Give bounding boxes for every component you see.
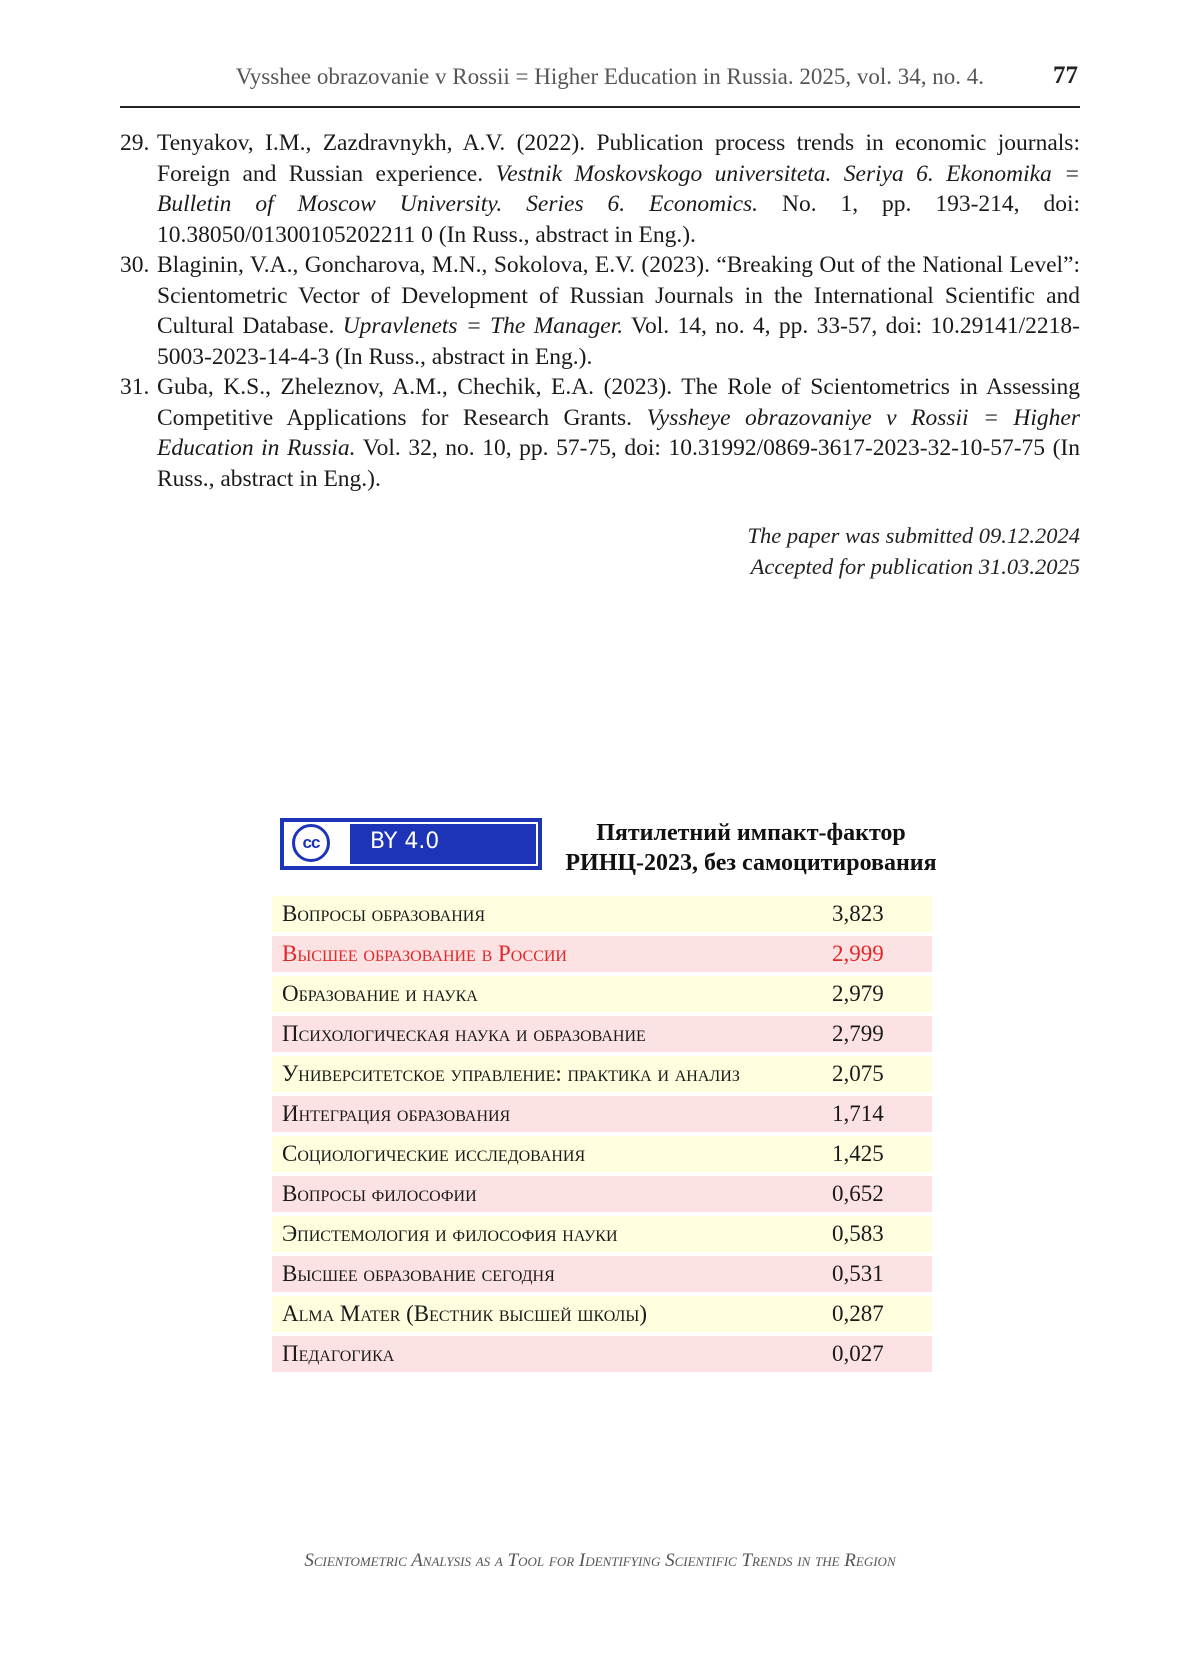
impact-value: 2,999 — [832, 941, 884, 966]
creative-commons-icon: cc — [292, 824, 330, 862]
journal-name: Вопросы философии — [282, 1181, 477, 1206]
table-row — [272, 1016, 932, 1052]
journal-name: Интеграция образования — [282, 1101, 511, 1126]
accepted-date: Accepted for publication 31.03.2025 — [750, 554, 1080, 579]
reference-number: 29. — [120, 130, 150, 156]
reference-item — [120, 250, 1080, 372]
reference-source: Vestnik Moskovskogo universiteta. Seriya 6. Ekonomika = Bulletin of Moscow University. Series 6. Economics. — [157, 160, 1081, 217]
submission-dates — [747, 520, 1080, 582]
running-header — [120, 56, 1080, 108]
impact-value: 3,823 — [832, 901, 884, 926]
page-number: 77 — [1053, 62, 1078, 89]
journal-name: Высшее образование сегодня — [282, 1261, 555, 1286]
reference-source: Vysshеye obrazovaniye v Rossii = Higher Education in Russia. — [157, 404, 1081, 461]
reference-details: Vol. 32, no. 10, pp. 57-75, doi: 10.31992/0869-3617-2023-32-10-57-75 (In Russ., abstract in Eng.). — [157, 435, 1081, 492]
table-row — [272, 1216, 932, 1252]
impact-value: 0,652 — [832, 1181, 884, 1206]
table-row — [272, 1056, 932, 1092]
impact-title-line1: Пятилетний импакт-фактор — [596, 820, 906, 846]
impact-value: 0,287 — [832, 1301, 884, 1326]
table-row — [272, 1256, 932, 1292]
reference-source: Upravlenets = The Manager. — [342, 313, 624, 339]
journal-citation: Vysshee obrazovanie v Rossii = Higher Education in Russia. 2025, vol. 34, no. 4. — [235, 64, 984, 89]
journal-name: Вопросы образования — [282, 901, 485, 926]
reference-item — [120, 372, 1080, 494]
table-row-highlighted — [272, 936, 932, 972]
journal-name: Alma Mater (Вестник высшей школы) — [282, 1301, 648, 1326]
journal-name: Высшее образование в России — [282, 941, 567, 966]
submitted-date: The paper was submitted 09.12.2024 — [747, 523, 1080, 548]
table-row — [272, 1296, 932, 1332]
license-label: BY 4.0 — [370, 829, 440, 854]
table-row — [272, 1136, 932, 1172]
reference-number: 30. — [120, 252, 150, 278]
reference-list — [120, 128, 1080, 494]
journal-name: Социологические исследования — [282, 1141, 586, 1166]
impact-factor-table — [272, 896, 932, 1376]
impact-value: 2,979 — [832, 981, 884, 1006]
journal-name: Эпистемология и философия науки — [282, 1221, 618, 1246]
reference-text: Guba, K.S., Zheleznov, A.M., Chechik, E.A. (2023). The Role of Scientometrics in Assessing Competitive Applications for Research Grants. — [157, 374, 1080, 431]
impact-value: 2,075 — [832, 1061, 884, 1086]
journal-name: Психологическая наука и образование — [282, 1021, 646, 1046]
cc-license-badge[interactable] — [280, 818, 542, 870]
reference-details: Vol. 14, no. 4, pp. 33-57, doi: 10.29141/2218-5003-2023-14-4-3 (In Russ., abstract in Eng.). — [157, 313, 1081, 370]
running-footer: Scientometric Analysis as a Tool for Identifying Scientific Trends in the Region — [304, 1550, 896, 1571]
journal-name: Образование и наука — [282, 981, 478, 1006]
reference-number: 31. — [120, 374, 150, 400]
impact-value: 1,425 — [832, 1141, 884, 1166]
table-row — [272, 1336, 932, 1372]
table-row — [272, 1096, 932, 1132]
reference-text: Tenyakov, I.M., Zazdravnykh, A.V. (2022). Publication process trends in economic journals: Foreign and Russian experience. — [157, 130, 1080, 187]
impact-title-line2: РИНЦ-2023, без самоцитирования — [565, 850, 937, 876]
reference-details: No. 1, pp. 193-214, doi: 10.38050/01300105202211 0 (In Russ., abstract in Eng.). — [157, 191, 1081, 248]
impact-value: 0,531 — [832, 1261, 884, 1286]
impact-factor-title — [550, 818, 952, 878]
reference-item — [120, 128, 1080, 250]
impact-value: 2,799 — [832, 1021, 884, 1046]
reference-text: Blaginin, V.A., Goncharova, M.N., Sokolova, E.V. (2023). “Breaking Out of the National Level”: Scientometric Vector of Development of Russian Journals in the International Scientific and Cultural Database. — [157, 252, 1080, 339]
impact-value: 0,027 — [832, 1341, 884, 1366]
impact-value: 1,714 — [832, 1101, 884, 1126]
table-row — [272, 976, 932, 1012]
table-row — [272, 1176, 932, 1212]
impact-value: 0,583 — [832, 1221, 884, 1246]
journal-name: Педагогика — [282, 1341, 395, 1366]
journal-name: Университетское управление: практика и анализ — [282, 1061, 740, 1086]
table-row — [272, 896, 932, 932]
